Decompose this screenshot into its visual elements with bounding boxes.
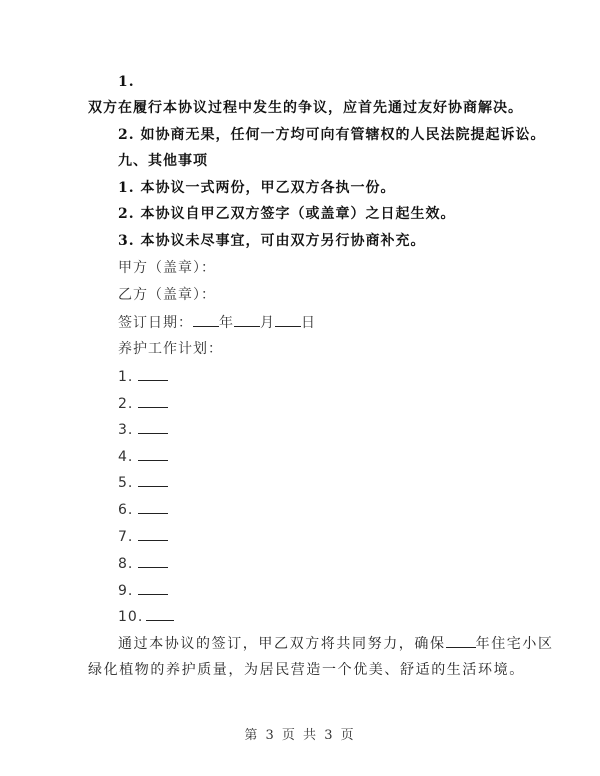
other-item-2: 2. 本协议自甲乙双方签字（或盖章）之日起生效。: [118, 206, 456, 222]
plan-item-blank: [138, 554, 168, 568]
signing-date-line: [118, 313, 316, 332]
plan-item: [118, 473, 168, 492]
party-b-seal-label: 乙方（盖章）：: [118, 287, 216, 303]
plan-item-blank: [138, 581, 168, 595]
plan-item: [118, 447, 168, 466]
plan-item-number: 9.: [118, 583, 134, 599]
plan-item: [118, 607, 174, 626]
plan-item-blank: [138, 527, 168, 541]
plan-item-blank: [138, 394, 168, 408]
closing-line-1: [118, 634, 554, 653]
plan-item-number: 5.: [118, 475, 134, 491]
other-item-3: 3. 本协议未尽事宜，可由双方另行协商补充。: [118, 233, 426, 249]
closing-year-blank: [446, 634, 476, 648]
plan-item-number: 8.: [118, 556, 134, 572]
day-label: 日: [301, 315, 316, 331]
plan-item-number: 3.: [118, 422, 134, 438]
closing-line-2: 绿化植物的养护质量，为居民营造一个优美、舒适的生活环境。: [88, 662, 525, 678]
plan-item-number: 4.: [118, 449, 134, 465]
plan-item-number: 6.: [118, 502, 134, 518]
plan-heading: 养护工作计划：: [118, 341, 223, 357]
plan-item: [118, 554, 168, 573]
plan-item-blank: [138, 500, 168, 514]
plan-item: [118, 527, 168, 546]
plan-item-blank: [146, 607, 174, 621]
party-a-seal-label: 甲方（盖章）：: [118, 260, 216, 276]
other-item-1: 1. 本协议一式两份，甲乙双方各执一份。: [118, 180, 396, 196]
plan-item-blank: [138, 447, 168, 461]
plan-item-blank: [138, 367, 168, 381]
section-heading-other-matters: 九、其他事项: [118, 153, 208, 169]
plan-item: [118, 581, 168, 600]
plan-item-number: 7.: [118, 529, 134, 545]
plan-item-blank: [138, 473, 168, 487]
closing-text-part-2: 年住宅小区: [475, 636, 554, 652]
plan-item: [118, 367, 168, 386]
dispute-item-1-text: 双方在履行本协议过程中发生的争议，应首先通过友好协商解决。: [88, 100, 523, 116]
day-blank: [275, 313, 301, 327]
page-footer: 第 3 页 共 3 页: [244, 728, 356, 743]
closing-text-part-1: 通过本协议的签订，甲乙双方将共同努力，确保: [118, 636, 446, 652]
plan-item: [118, 394, 168, 413]
plan-item-blank: [138, 420, 168, 434]
month-blank: [234, 313, 260, 327]
plan-item: [118, 420, 168, 439]
month-label: 月: [260, 315, 275, 331]
plan-item-number: 2.: [118, 396, 134, 412]
plan-item: [118, 500, 168, 519]
dispute-item-1-number: 1.: [118, 74, 135, 90]
plan-item-number: 10.: [118, 609, 144, 625]
signing-date-label: 签订日期：: [118, 315, 193, 331]
plan-item-number: 1.: [118, 369, 134, 385]
dispute-item-2: 2. 如协商无果，任何一方均可向有管辖权的人民法院提起诉讼。: [118, 127, 546, 143]
year-blank: [193, 313, 219, 327]
year-label: 年: [219, 315, 234, 331]
